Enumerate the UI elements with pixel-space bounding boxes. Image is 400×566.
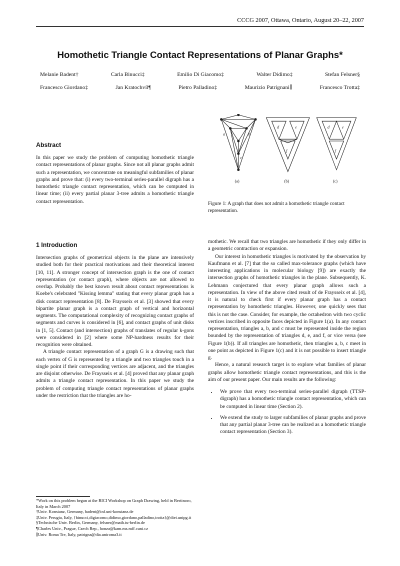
- vertex-label: a: [223, 131, 226, 137]
- subfigure-label: (c): [332, 178, 338, 184]
- footnotes: [36, 498, 196, 537]
- footnote: *Work on this problem began at the BICI Workshop on Graph Drawing, held in Bertinoro, Italy in March 2007: [36, 498, 192, 509]
- author: Walter Didimo‡: [256, 72, 293, 78]
- right-paragraph-3: Hence, a natural research target is to explore what families of planar graphs allow homothetic triangle contact representations, and this is the aim of our present paper. Our main results are the following:: [208, 362, 366, 383]
- footnote: †Univ. Konstanz, Germany, badent@inf.uni-konstanz.de: [36, 509, 134, 515]
- footnote: §Technische Univ. Berlin, Germany, felsner@math.tu-berlin.de: [36, 520, 145, 526]
- figure-caption: Figure 1: A graph that does not admit a homothetic triangle contact representation.: [208, 201, 345, 214]
- intro-paragraph-2: A triangle contact representation of a graph G is a drawing such that each vertex of G is represented by a triangle and two triangles touch in a single point if their corresponding vertices are adjacent, and the triangles are disjoint otherwise. De Fraysseix et al. [4] proved that any planar graph admits a triangle contact representation. In this paper we study the problem of computing triangle contact representations of planar graphs under the restriction that the triangles are ho-: [36, 349, 194, 399]
- author: Francesco Giordano‡: [40, 85, 88, 91]
- footnote: ∥Univ. Roma Tre, Italy, patrigna@dia.uniroma3.it: [36, 531, 122, 537]
- right-paragraph-2: Our interest in homothetic triangles is motivated by the observation by Kaufmann et al. [7] that the so called max-tolerance graphs (which have interesting applications in molecular biology [9]) are exactly the intersection graphs of homothetic triangles in the plane. Subsequently, K. Lehmann conjectured that every planar graph allows such a representation. In view of the above cited result of de Fraysseix et al. [4], it is natural to check first if every planar graph has a contact representation by homothetic triangles. However, one quickly sees that this is not the case. Consider, for example, the octahedron with two cyclic vertices inscribed in opposite faces depicted in Figure 1(a). In any contact representation, triangles a, b, and c must be represented inside the region bounded by the representation of triangles d, e, and f, or vice versa (see Figure 1(b)). If all triangles are homothetic, then triangles a, b, c meet in one point as depicted in Figure 1(c) and it is not possible to insert triangle g.: [208, 253, 366, 361]
- right-paragraph-1: mothetic. We recall that two triangles are homothetic if they only differ in a geometric contraction or expansion.: [208, 239, 366, 253]
- right-column-body: [208, 239, 366, 441]
- footnote: ¶Charles Univ., Prague, Czech Rep., honza@kam.ms.mff.cuni.cz: [36, 525, 148, 531]
- vertex-label: e: [341, 124, 344, 130]
- vertex-label: d: [277, 124, 280, 130]
- author: Pietro Palladino‡: [178, 85, 218, 91]
- figure-1: [208, 114, 366, 186]
- abstract-heading: Abstract: [36, 142, 62, 149]
- subfigure-label: (b): [284, 178, 290, 184]
- figure-1c-triangles: [317, 118, 357, 170]
- list-item: • We prove that every two-terminal series-parallel digraph (TTSP-digraph) has a homothetic triangle contact representation, which can be computed in linear time (Section 2).: [220, 389, 366, 411]
- vertex-label: c: [240, 155, 242, 160]
- author: Francesco Trotta‡: [319, 85, 360, 91]
- list-item: • We extend the study to larger subfamilies of planar graphs and prove that any partial planar 3-tree can be realized as a homothetic triangle contact representation (Section 3).: [220, 415, 366, 437]
- paper-title: Homothetic Triangle Contact Representations of Planar Graphs*: [57, 49, 343, 60]
- intro-heading: 1 Introduction: [36, 242, 78, 249]
- header-rule: [36, 26, 364, 27]
- intro-body: [36, 255, 194, 400]
- figure-1a-graph: [221, 115, 255, 170]
- author: Jan Kratochvíl¶: [115, 85, 151, 91]
- author: Maurizio Patrignani∥: [244, 85, 293, 91]
- footnote: ‡Univ. Perugia, Italy, {binucci,digiacomo,didimo,giordano,palladino,trotta}@diei.unipg.it: [36, 514, 192, 520]
- vertex-label: e: [295, 124, 297, 130]
- author: Emilio Di Giacomo‡: [177, 72, 224, 78]
- author-row-2: [40, 85, 360, 91]
- abstract-text: In this paper we study the problem of computing homothetic triangle contact representations of planar graphs. Since not all planar graphs admit such a representation, we concentrate on meaningful subfamilies of planar graphs and prove that: (i) every two-terminal series-parallel digraph has a homothetic triangle contact representation, which can be computed in linear time; (ii) every partial planar 3-tree admits a homothetic triangle contact representation.: [36, 155, 194, 205]
- figure-1b-triangles: [266, 118, 309, 172]
- vertex-label: f: [334, 147, 336, 153]
- vertex-label: b: [248, 131, 251, 137]
- running-header: CCCG 2007, Ottawa, Ontario, August 20–22, 2007: [237, 17, 364, 24]
- footnote-rule: [36, 496, 90, 497]
- vertex-label: f: [286, 147, 288, 153]
- author-row-1: [40, 72, 360, 78]
- author: Carla Binucci‡: [110, 72, 145, 78]
- abstract-body: [36, 155, 194, 206]
- vertex-label: d: [327, 124, 330, 130]
- subfigure-label: (a): [234, 178, 240, 184]
- intro-paragraph-1: Intersection graphs of geometrical objects in the plane are intensively studied both for their practical motivations and their theoretical interest [10, 11]. A stronger concept of intersection graph is the one of contact representation (or contact graph), where objects are not allowed to overlap. Probably the best known result about contact representations is Koebe's celebrated "Kissing lemma" stating that every planar graph has a disk contact representation [8]. De Fraysseix et al. [3] showed that every bipartite planar graph is a contact graph of vertical and horizontal segments. The computational complexity of recognizing contact graphs of segments and curves is considered in [6], and contact graphs of unit disks in [1, 5]. Contact (and intersection) graphs of translates of regular k-gons were considered in [2] where some NP-hardness results for their recognition were obtained.: [36, 255, 194, 348]
- author: Stefan Felsner§: [325, 72, 360, 78]
- results-list: [208, 389, 366, 437]
- author: Melanie Badent†: [40, 72, 79, 78]
